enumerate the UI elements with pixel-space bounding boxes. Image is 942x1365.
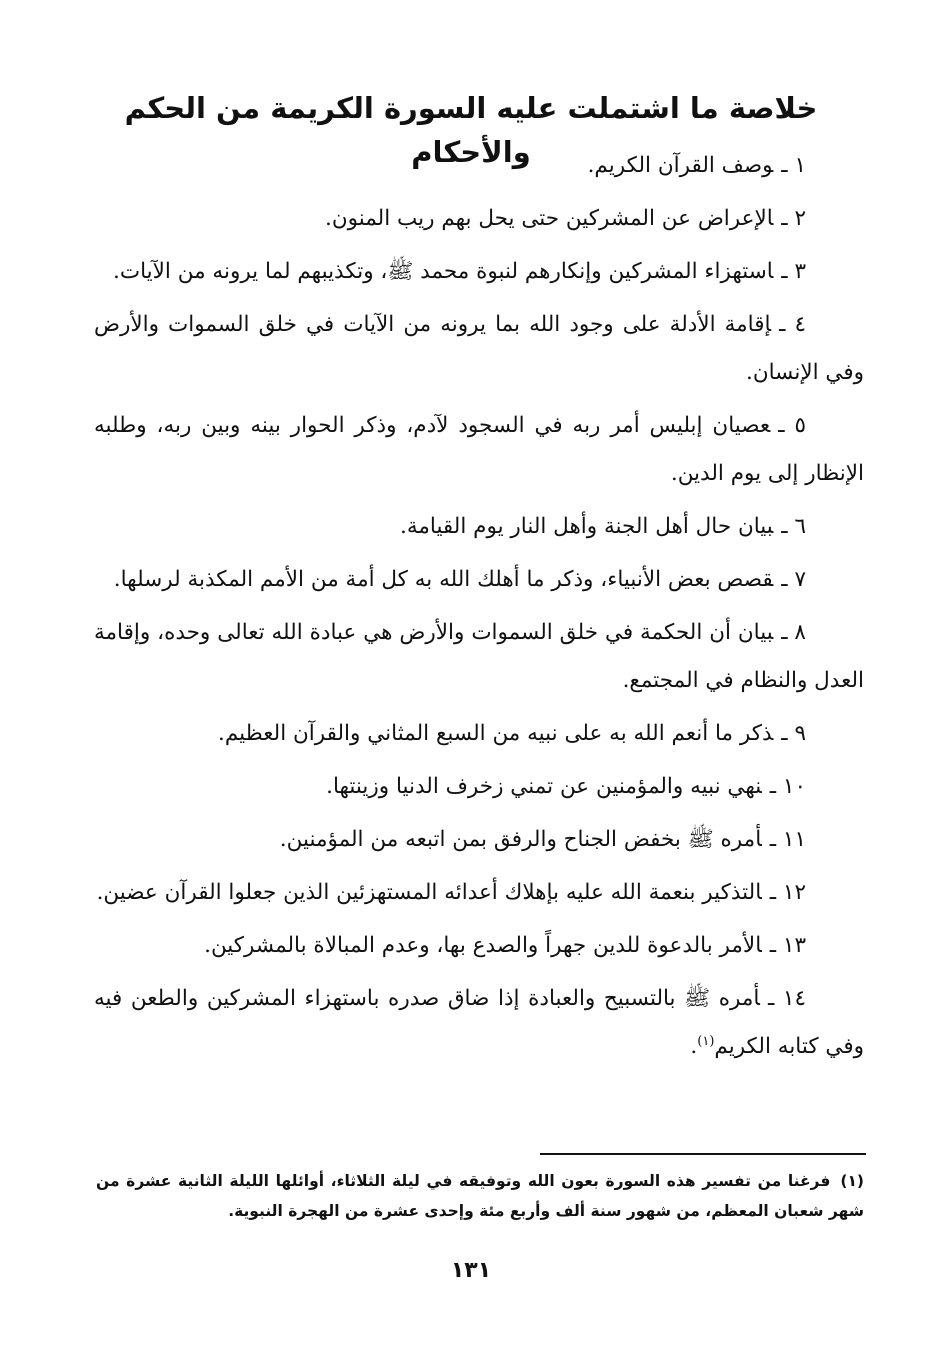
footnote — [96, 1166, 864, 1226]
item-text: ذكر ما أنعم الله به على نبيه من السبع المثاني والقرآن العظيم. — [218, 721, 774, 746]
item-text: الإعراض عن المشركين حتى يحل بهم ريب المنون. — [325, 206, 774, 231]
list-item — [94, 609, 864, 705]
item-number: ١٤ ـ — [767, 986, 806, 1011]
footnote-text: فرغنا من تفسير هذه السورة بعون الله وتوفيقه في ليلة الثلاثاء، أوائلها الليلة الثانية عشرة من شهر شعبان المعظم، من شهور سنة ألف وأربع مئة وإحدى عشرة من الهجرة النبوية. — [96, 1172, 864, 1220]
item-number: ٣ ـ — [781, 259, 806, 284]
list-item — [94, 869, 864, 917]
item-number: ١٢ ـ — [769, 880, 806, 905]
list-item — [94, 402, 864, 498]
list-item — [94, 142, 864, 190]
item-number: ٥ ـ — [778, 413, 806, 438]
item-text: أمره ﷺ بالتسبيح والعبادة إذا ضاق صدره باستهزاء المشركين والطعن فيه وفي كتابه الكريم — [94, 986, 864, 1059]
list-item — [94, 922, 864, 970]
list-item — [94, 816, 864, 864]
item-number: ٩ ـ — [781, 721, 806, 746]
item-text: إقامة الأدلة على وجود الله بما يرونه من الآيات في خلق السموات والأرض وفي الإنسان. — [94, 312, 864, 385]
footnote-divider — [540, 1153, 866, 1155]
list-item — [94, 195, 864, 243]
item-number: ١٠ ـ — [769, 774, 806, 799]
item-text: وصف القرآن الكريم. — [587, 153, 774, 178]
page-title: خلاصة ما اشتملت عليه السورة الكريمة من الحكم والأحكام — [124, 91, 818, 169]
list-item — [94, 248, 864, 296]
list-item — [94, 556, 864, 604]
item-number: ١٣ ـ — [769, 933, 806, 958]
footnote-reference: (١) — [697, 1033, 715, 1049]
item-number: ٦ ـ — [781, 514, 806, 539]
item-text: أمره ﷺ بخفض الجناح والرفق بمن اتبعه من المؤمنين. — [279, 827, 762, 852]
item-number: ١١ ـ — [769, 827, 806, 852]
list-item — [94, 975, 864, 1071]
item-number: ٧ ـ — [781, 567, 806, 592]
list-item — [94, 301, 864, 397]
item-text: نهي نبيه والمؤمنين عن تمني زخرف الدنيا وزينتها. — [326, 774, 762, 799]
item-number: ٢ ـ — [781, 206, 806, 231]
footnote-marker: (١) — [840, 1172, 864, 1190]
item-text: استهزاء المشركين وإنكارهم لنبوة محمد ﷺ، وتكذيبهم لما يرونه من الآيات. — [113, 259, 774, 284]
item-text: عصيان إبليس أمر ربه في السجود لآدم، وذكر الحوار بينه وبين ربه، وطلبه الإنظار إلى يوم الدين. — [94, 413, 864, 486]
item-tail: . — [690, 1034, 698, 1059]
list-item — [94, 763, 864, 811]
item-number: ٤ ـ — [779, 312, 806, 337]
item-number: ١ ـ — [781, 153, 806, 178]
item-text: التذكير بنعمة الله عليه بإهلاك أعدائه المستهزئين الذين جعلوا القرآن عضين. — [96, 880, 762, 905]
item-text: بيان أن الحكمة في خلق السموات والأرض هي عبادة الله تعالى وحده، وإقامة العدل والنظام في المجتمع. — [94, 620, 864, 693]
item-number: ٨ ـ — [781, 620, 806, 645]
item-text: الأمر بالدعوة للدين جهراً والصدع بها، وعدم المبالاة بالمشركين. — [204, 933, 762, 958]
page-number: ١٣١ — [450, 1258, 492, 1283]
item-text: قصص بعض الأنبياء، وذكر ما أهلك الله به كل أمة من الأمم المكذبة لرسلها. — [113, 567, 774, 592]
list-item — [94, 503, 864, 551]
list-item — [94, 710, 864, 758]
summary-list — [94, 142, 864, 1076]
item-text: بيان حال أهل الجنة وأهل النار يوم القيامة. — [400, 514, 774, 539]
